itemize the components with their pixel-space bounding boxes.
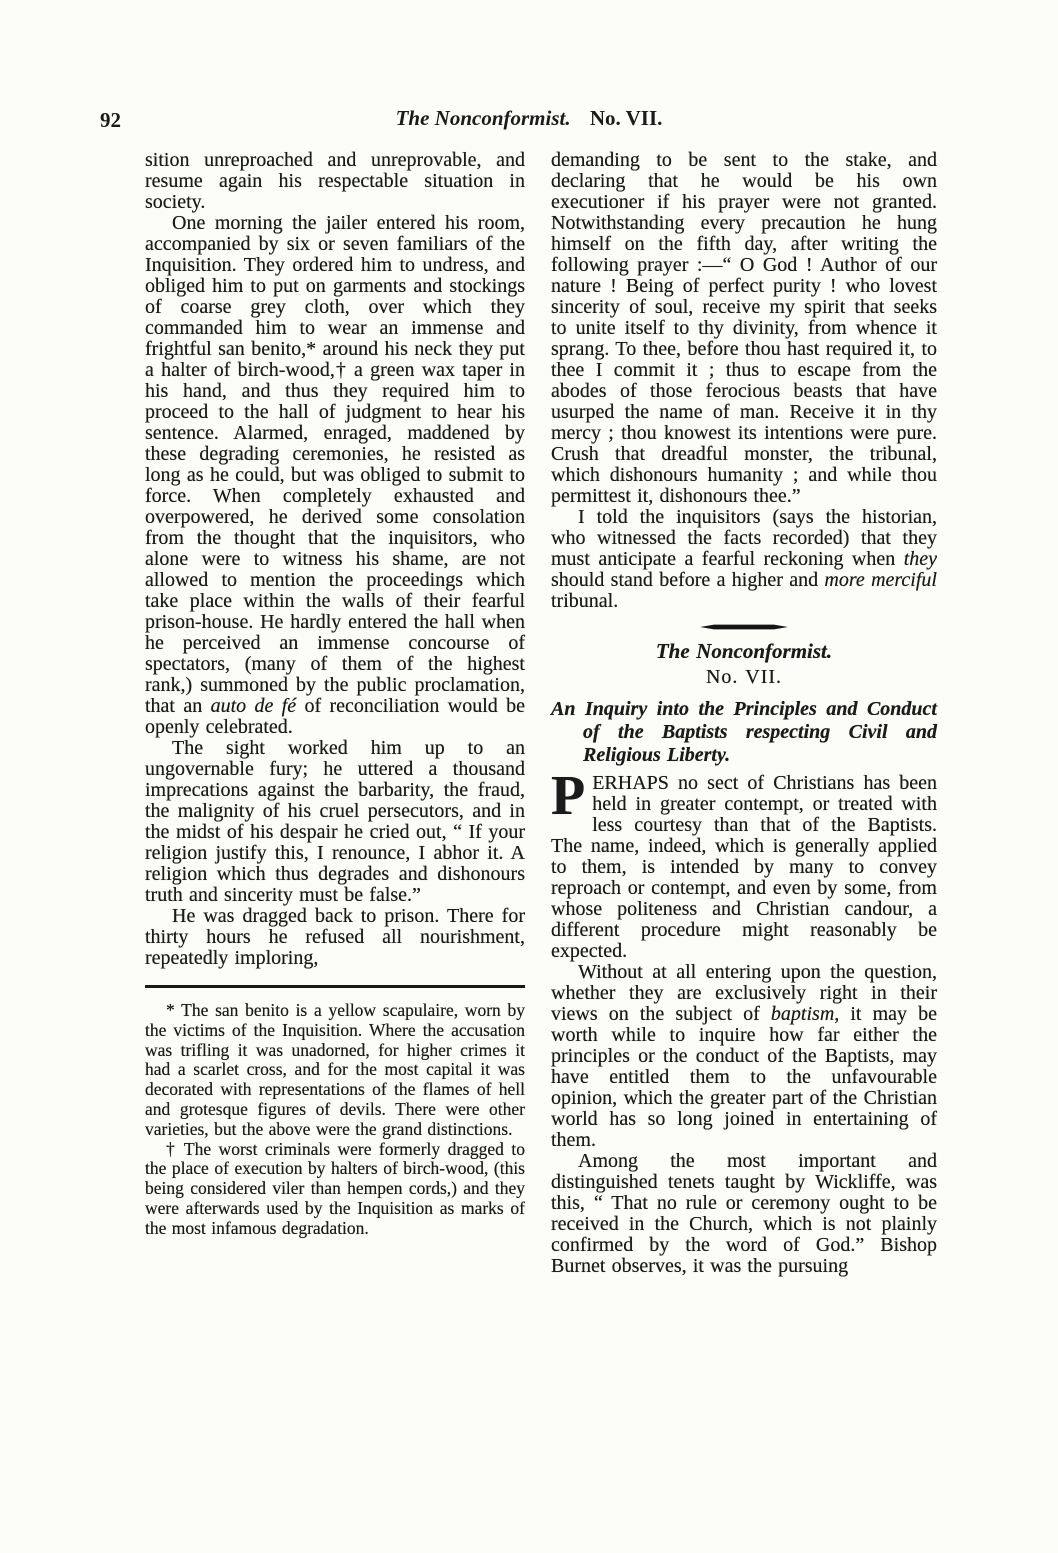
paragraph-text: I told the inquisitors (says the historian, who witnessed the facts recorded) that they must anticipate a fearful reckoning when <box>551 506 937 570</box>
italic-phrase: more merciful <box>824 569 937 591</box>
paragraph-text: no sect of Christians has been held in greater contempt, or treated with less courtesy than that of the Baptists. The name, indeed, which is generally applied to them, is intended by many to convey reproach or contempt, and even by some, from whose politeness and Christian candour, a different procedure might reasonably be expected. <box>551 772 937 962</box>
article-heading: An Inquiry into the Principles and Conduct of the Baptists respecting Civil and Religious Liberty. <box>551 698 937 766</box>
left-column <box>145 150 525 1277</box>
section-title: The Nonconformist. <box>655 639 833 663</box>
italic-phrase: they <box>903 548 937 570</box>
two-column-text-block <box>145 150 937 1277</box>
running-title: The Nonconformist. <box>395 106 571 130</box>
paragraph-dropcap <box>551 765 937 962</box>
right-column <box>551 150 937 1277</box>
paragraph-text: should stand before a higher and <box>551 569 825 591</box>
paragraph <box>145 213 525 738</box>
italic-phrase-auto-de-fe: auto de fé <box>210 695 297 717</box>
italic-phrase-baptism: baptism <box>770 1003 835 1025</box>
paragraph-text: of reconciliation would be openly celebrated. <box>145 695 525 738</box>
paragraph: The sight worked him up to an ungovernable fury; he uttered a thousand imprecations against the barbarity, the fraud, the malignity of his cruel persecutors, and in the midst of his despair he cried out, “ If your religion justify this, I renounce, I abhor it. A religion which thus degrades and dishonours truth and sincerity must be false.” <box>145 737 525 906</box>
running-issue-number: No. VII. <box>589 106 663 130</box>
paragraph <box>551 507 937 612</box>
paragraph-text: , it may be worth while to inquire how far either the principles or the conduct of the Baptists, may have entitled them to the unfavourable opinion, which the greater part of the Christian world has so long joined in entertaining of them. <box>551 1003 937 1151</box>
paragraph <box>551 962 937 1151</box>
page-number: 92 <box>100 108 121 132</box>
paragraph: Among the most important and distinguished tenets taught by Wickliffe, was this, “ That no rule or ceremony ought to be received in the Church, which is not plainly confirmed by the word of God.” Bishop Burnet observes, it was the pursuing <box>551 1150 937 1277</box>
paragraph-text: One morning the jailer entered his room, accompanied by six or seven familiars of the Inquisition. They ordered him to undress, and obliged him to put on garments and stockings of coarse grey cloth, over which they commanded him to wear an immense and frightful san benito,* around his neck they put a halter of birch-wood,† a green wax taper in his hand, and thus they required him to proceed to the hall of judgment to hear his sentence. Alarmed, enraged, maddened by these degrading ceremonies, he resisted as long as he could, but was obliged to submit to force. When completely exhausted and overpowered, he derived some consolation from the thought that the inquisitors, who alone were to witness his shame, are not allowed to mention the proceedings which take place within the walls of their fearful prison-house. He hardly entered the hall when he perceived an immense concourse of spectators, (many of them of the highest rank,) summoned by the public proclamation, that an <box>145 212 525 717</box>
footnote-star: * The san benito is a yellow scapulaire, worn by the victims of the Inquisition. Where the accusation was trifling it was unadorned, for higher crimes it had a scarlet cross, and for the most capital it was decorated with representations of the flames of hell and grotesque figures of devils. There were other varieties, but the above were the grand distinctions. <box>145 1000 525 1139</box>
section-issue-number: No. VII. <box>705 666 783 688</box>
paragraph-text-caps: ERHAPS <box>592 772 669 794</box>
paragraph-continuation: demanding to be sent to the stake, and declaring that he would be his own executioner if his prayer were not granted. Notwithstanding every precaution he hung himself on the fifth day, after writing the following prayer :—“ O God ! Author of our nature ! Being of perfect purity ! who lovest sincerity of soul, receive my spirit that seeks to unite itself to thy divinity, from whence it sprang. To thee, before thou hast required it, to thee I commit it ; thus to escape from the abodes of those ferocious beasts that have usurped the name of man. Receive it in thy mercy ; thou knowest its intentions were pure. Crush that dreadful monster, the tribunal, which dishonours humanity ; and while thou permittest it, dishonours thee.” <box>551 149 937 507</box>
paragraph-text: Without at all entering upon the question, whether they are exclusively right in their views on the subject of <box>551 961 937 1025</box>
paragraph-continuation: sition unreproached and unreprovable, and resume again his respectable situation in society. <box>145 149 525 213</box>
section-divider-rule <box>700 624 788 630</box>
page-header <box>0 106 1058 131</box>
drop-cap-letter: P <box>551 765 586 827</box>
footnote-separator-rule <box>145 985 525 988</box>
footnote-dagger: † The worst criminals were formerly dragged to the place of execution by halters of birch-wood, (this being considered viler than hempen cords,) and they were afterwards used by the Inquisition as marks of the most infamous degradation. <box>145 1138 525 1238</box>
paragraph: He was dragged back to prison. There for thirty hours he refused all nourishment, repeatedly imploring, <box>145 905 525 969</box>
paragraph-text: tribunal. <box>551 590 619 612</box>
